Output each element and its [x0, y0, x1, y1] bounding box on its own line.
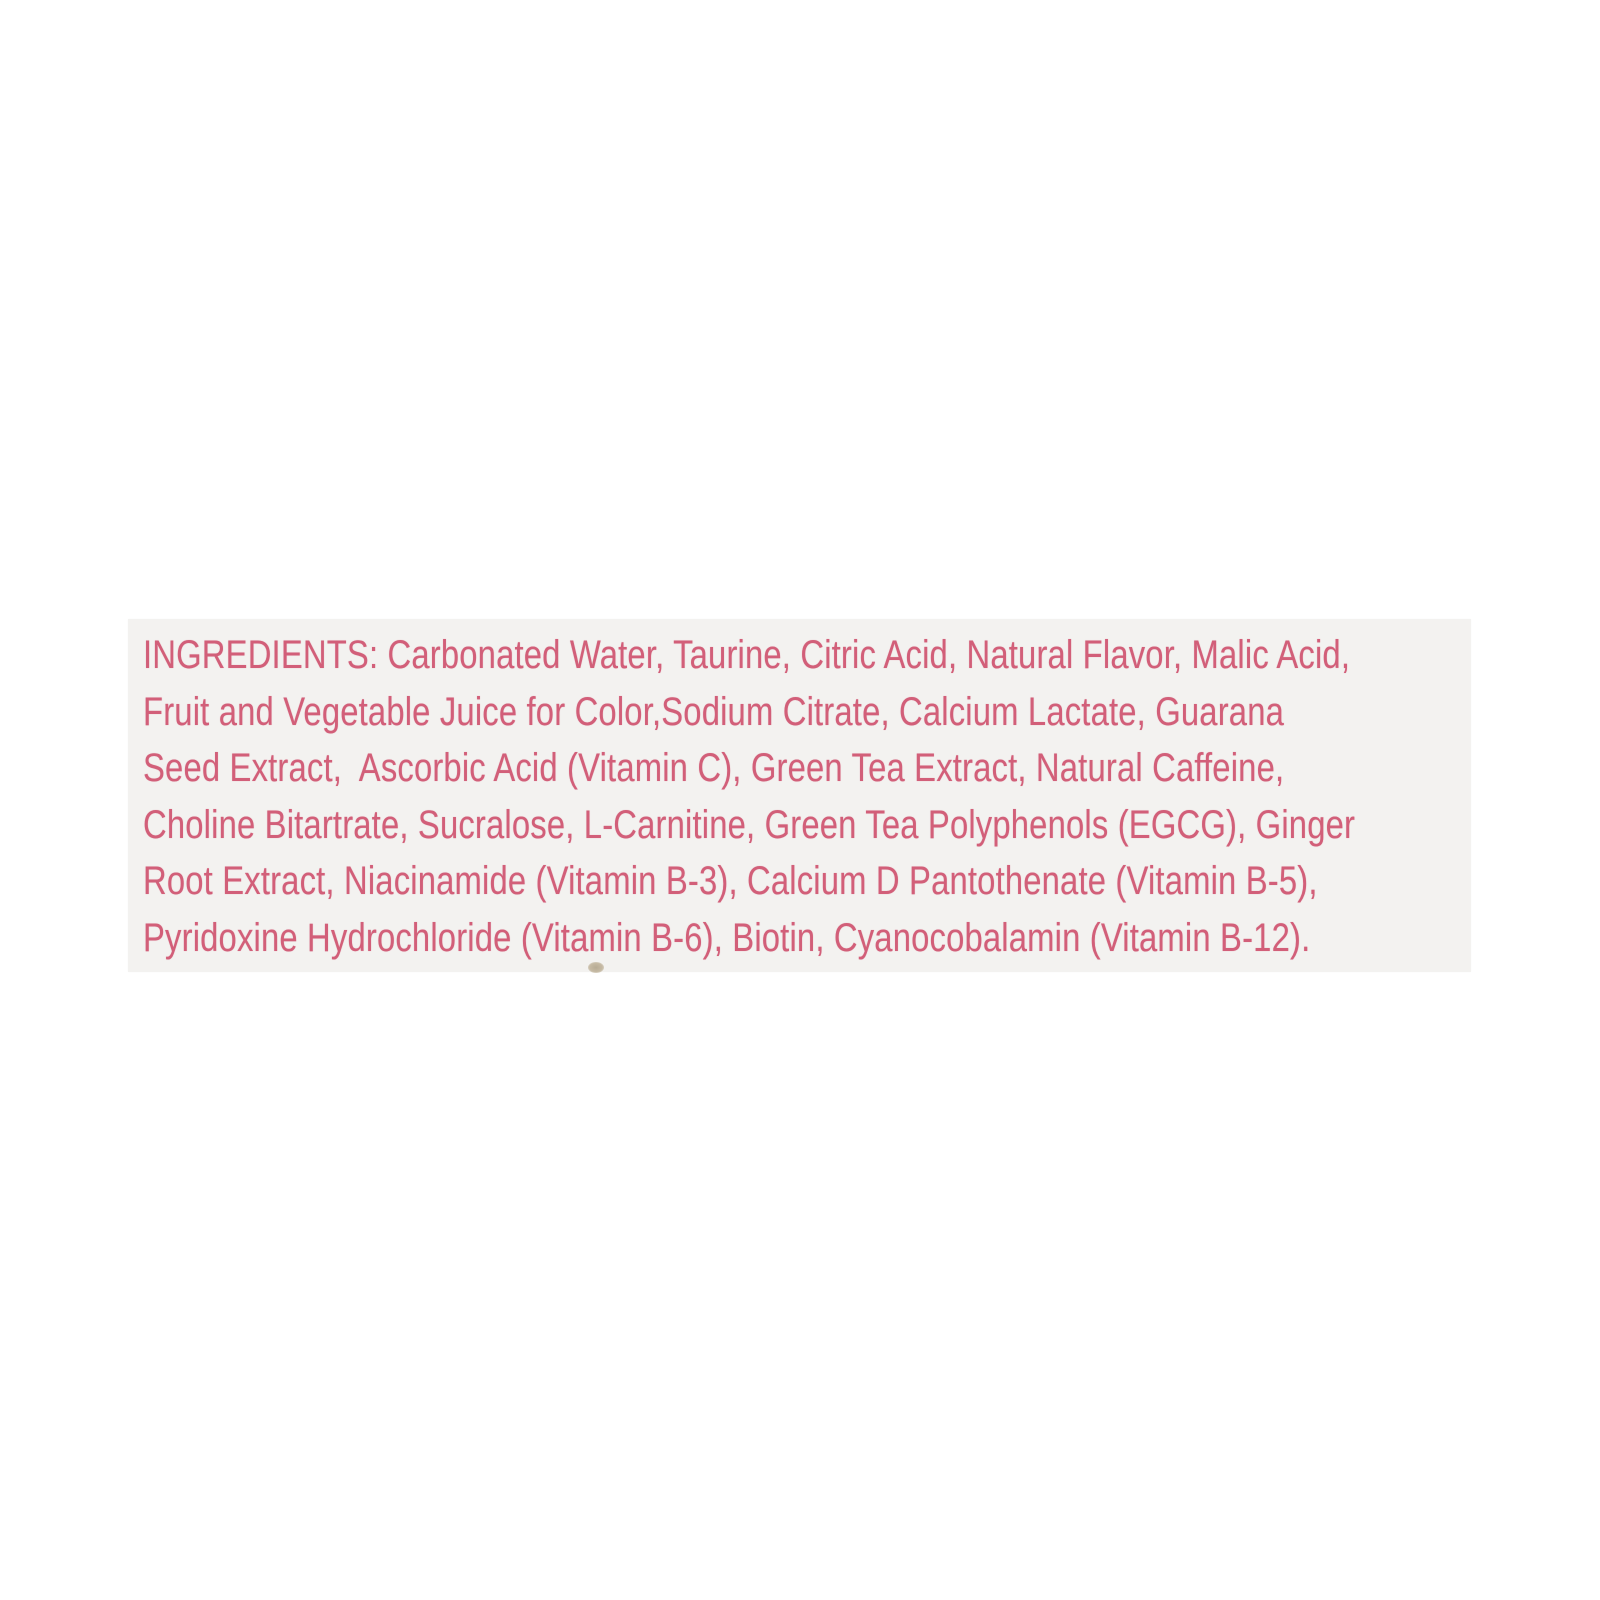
ingredients-line: Fruit and Vegetable Juice for Color,Sodium Citrate, Calcium Lactate, Guarana	[143, 689, 1285, 734]
ingredients-line: INGREDIENTS: Carbonated Water, Taurine, Citric Acid, Natural Flavor, Malic Acid,	[143, 633, 1351, 677]
ingredients-panel	[128, 619, 1471, 972]
ingredients-line: Root Extract, Niacinamide (Vitamin B-3), Calcium D Pantothenate (Vitamin B-5),	[143, 859, 1318, 903]
smudge-speck	[588, 962, 604, 973]
ingredients-statement	[143, 627, 1355, 966]
ingredients-line: Seed Extract, Ascorbic Acid (Vitamin C), Green Tea Extract, Natural Caffeine,	[143, 746, 1285, 790]
ingredients-line: Pyridoxine Hydrochloride (Vitamin B-6), Biotin, Cyanocobalamin (Vitamin B-12).	[143, 915, 1311, 960]
ingredients-line: Choline Bitartrate, Sucralose, L-Carnitine, Green Tea Polyphenols (EGCG), Ginger	[143, 802, 1356, 847]
